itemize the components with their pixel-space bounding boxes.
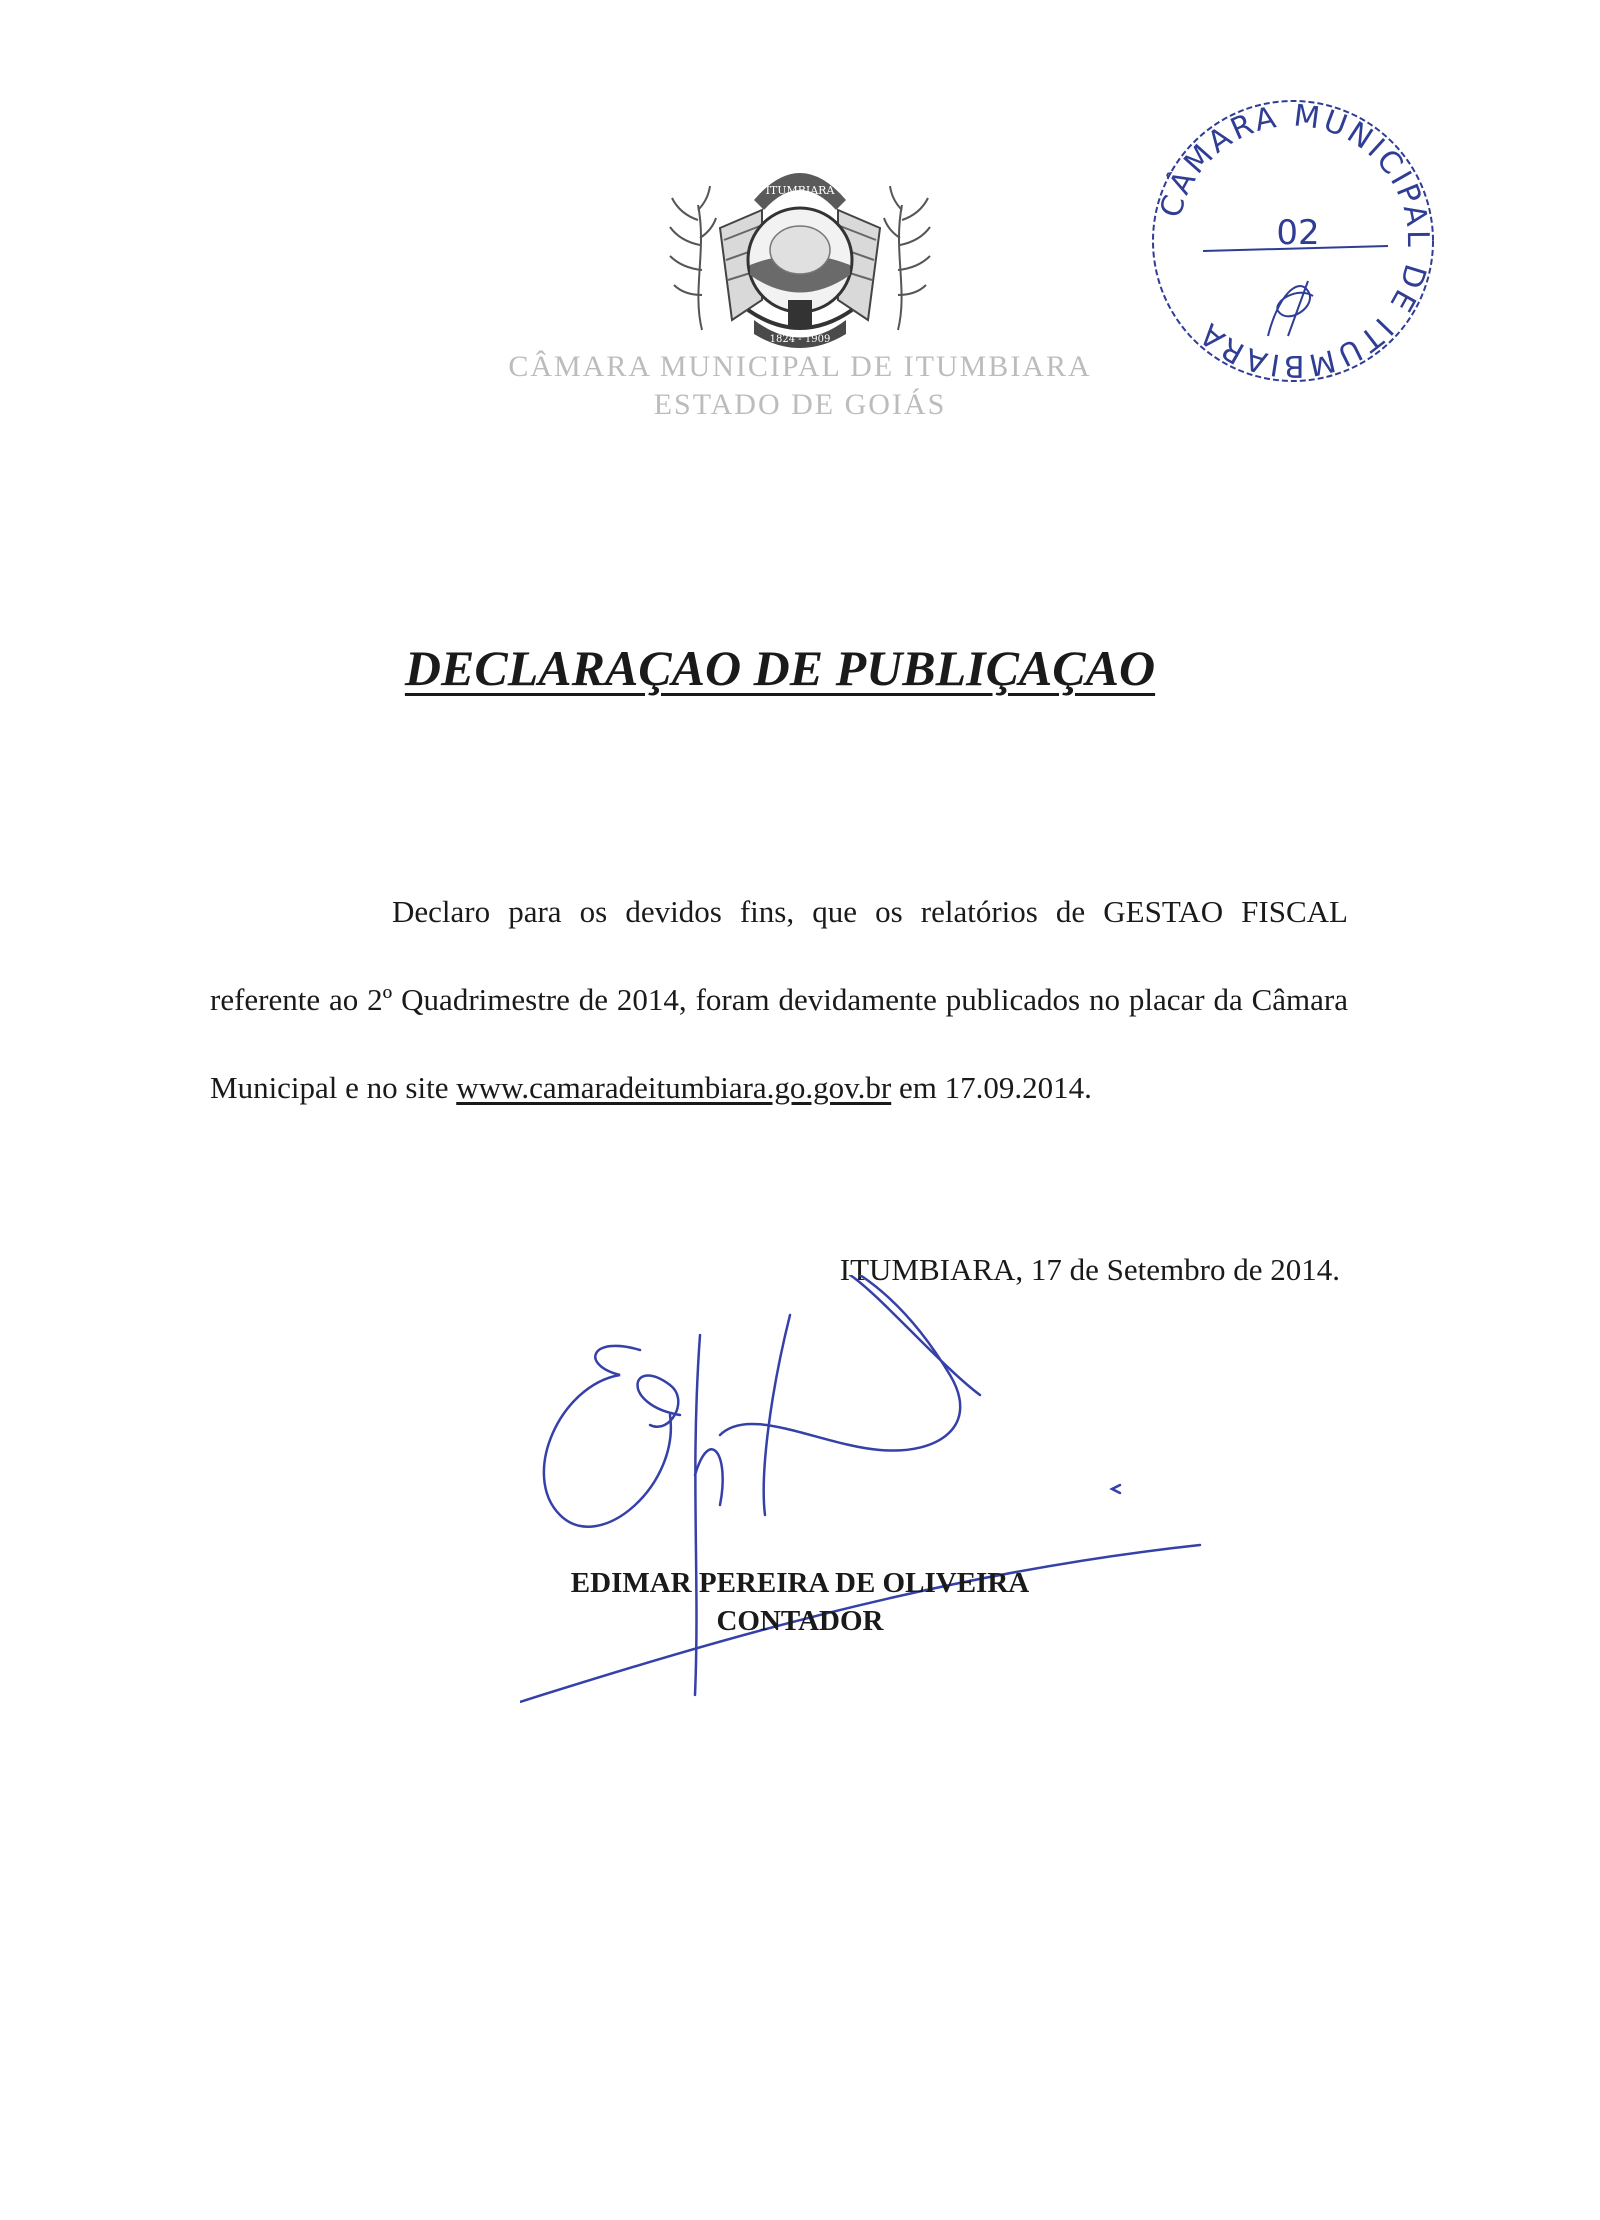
coat-of-arms-emblem (662, 150, 938, 355)
paragraph-text-end: em 17.09.2014. (891, 1070, 1092, 1105)
stamp-number: 02 (1276, 213, 1320, 253)
stamp-initials-signature (1268, 281, 1313, 336)
stamp-ring-text: CÂMARA MUNICIPAL DE ITUMBIARA (1153, 98, 1436, 384)
header-state-name: ESTADO DE GOIÁS (653, 388, 947, 421)
header-institution-name: CÂMARA MUNICIPAL DE ITUMBIARA (508, 350, 1092, 383)
signatory-role: CONTADOR (716, 1605, 884, 1637)
crest-bottom-text: 1824 - 1909 (769, 334, 831, 345)
handwritten-signature (520, 1275, 1220, 1735)
municipal-chamber-stamp (1148, 96, 1438, 386)
declaration-paragraph (210, 868, 1348, 1132)
crest-top-text: ITUMBIARA (765, 184, 835, 197)
document-title: DECLARAÇAO DE PUBLIÇAÇAO (404, 640, 1156, 696)
signatory-name: EDIMAR PEREIRA DE OLIVEIRA (570, 1567, 1030, 1599)
place-and-date: ITUMBIARA, 17 de Setembro de 2014. (839, 1252, 1340, 1287)
paragraph-text-start: Declaro para os devidos fins, que os relatórios de GESTAO FISCAL referente ao 2º Quadrimestre de 2014, foram devidamente publicados no placar da Câmara Municipal e no site (210, 894, 1348, 1105)
website-link[interactable]: www.camaradeitumbiara.go.gov.br (456, 1070, 892, 1105)
